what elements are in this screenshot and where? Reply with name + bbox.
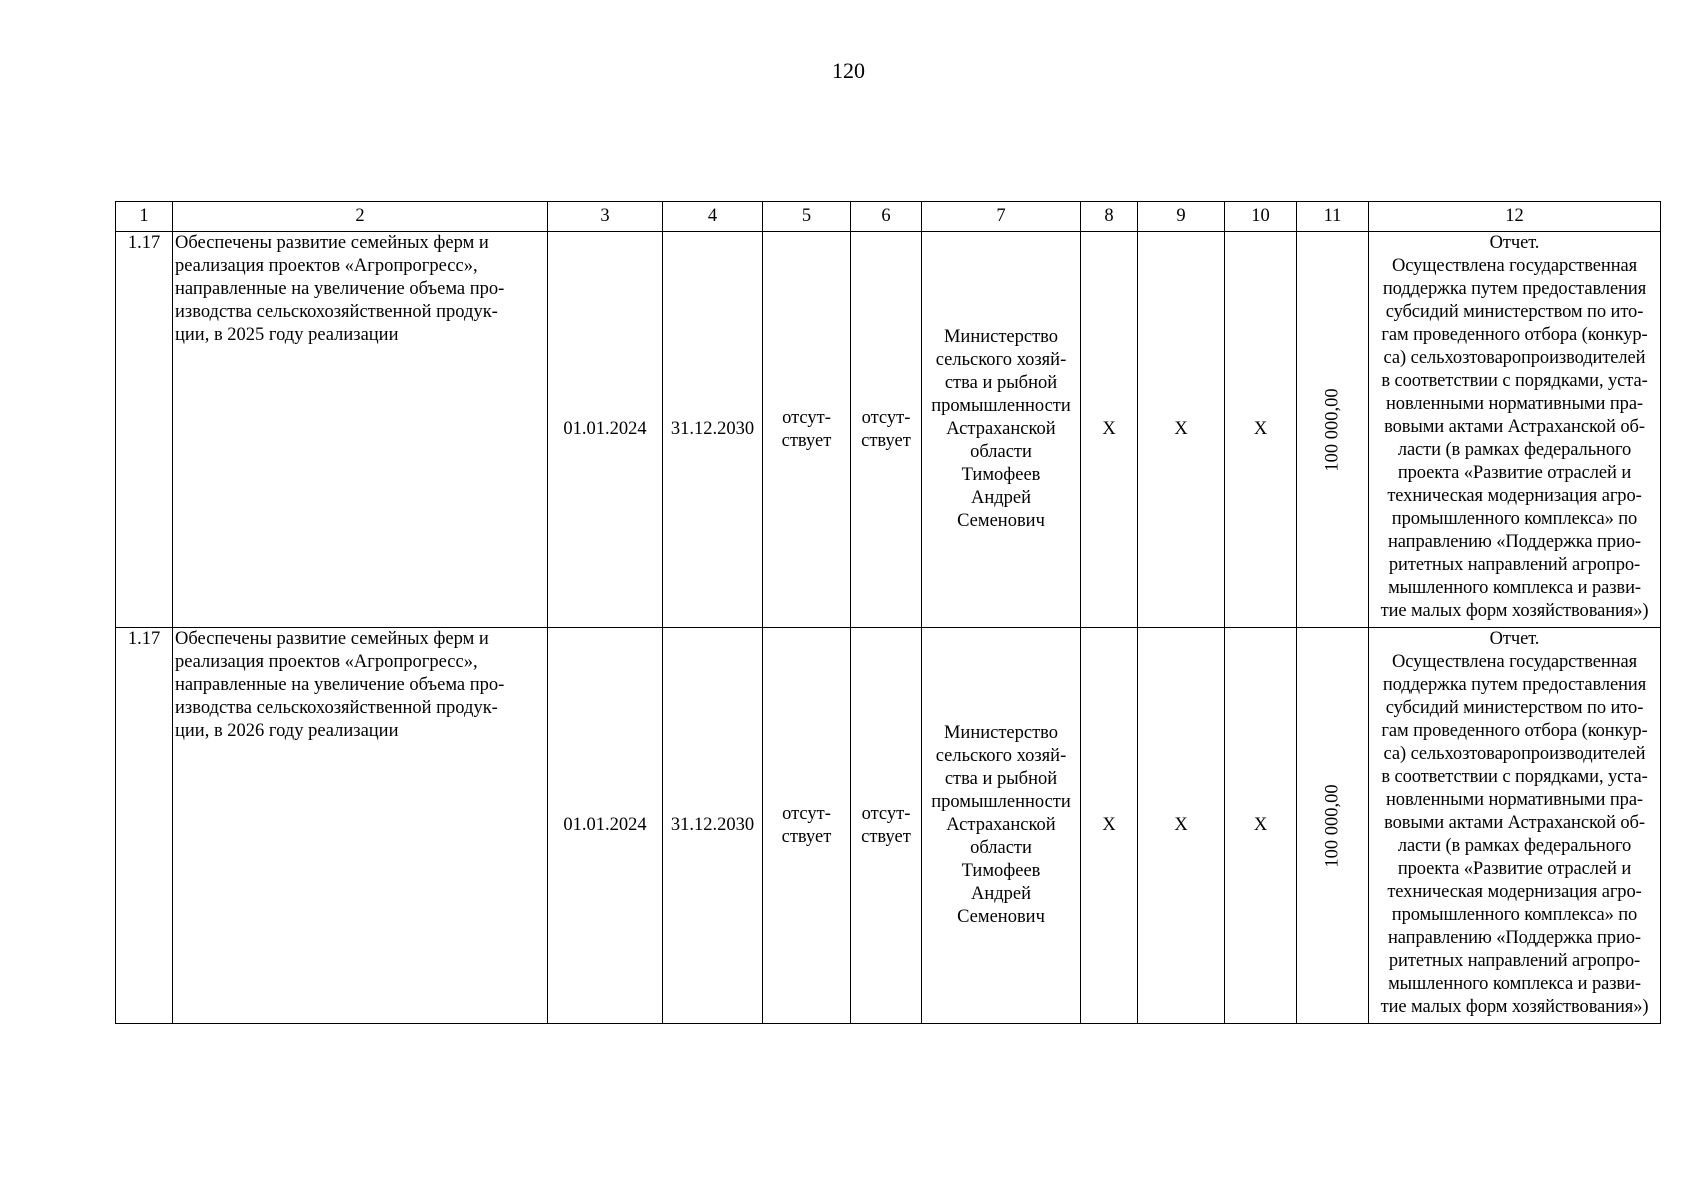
column-5-cell: отсут- ствует bbox=[763, 232, 851, 628]
report-cell: Отчет. Осуществлена государственная поддержка путем предоставления субсидий министерством по ито- гам проведенного отбора (конкур- са) сельхозтоваропроизводителей в соответствии с порядками, уста- новленными нормативными пра- вовыми актами Астраханской об- ласти (в рамках федерального проекта «Развитие отраслей и техническая модернизация агро- промышленного комплекса» по направлению «Поддержка прио- ритетных направлений агропро- мышленного комплекса и разви- тие малых форм хозяйствования») bbox=[1369, 232, 1661, 628]
column-8-cell: X bbox=[1081, 628, 1138, 1024]
column-header: 9 bbox=[1138, 202, 1225, 232]
end-date-cell: 31.12.2030 bbox=[663, 232, 763, 628]
column-5-cell: отсут- ствует bbox=[763, 628, 851, 1024]
column-header: 4 bbox=[663, 202, 763, 232]
table-header-row bbox=[116, 202, 1661, 232]
row-number-cell: 1.17 bbox=[116, 628, 173, 1024]
column-8-cell: X bbox=[1081, 232, 1138, 628]
table-row bbox=[116, 628, 1661, 1024]
page-number: 120 bbox=[832, 58, 865, 83]
report-cell: Отчет. Осуществлена государственная поддержка путем предоставления субсидий министерством по ито- гам проведенного отбора (конкур- са) сельхозтоваропроизводителей в соответствии с порядками, уста- новленными нормативными пра- вовыми актами Астраханской об- ласти (в рамках федерального проекта «Развитие отраслей и техническая модернизация агро- промышленного комплекса» по направлению «Поддержка прио- ритетных направлений агропро- мышленного комплекса и разви- тие малых форм хозяйствования») bbox=[1369, 628, 1661, 1024]
start-date-cell: 01.01.2024 bbox=[548, 232, 663, 628]
column-header: 12 bbox=[1369, 202, 1661, 232]
column-6-cell: отсут- ствует bbox=[851, 628, 922, 1024]
amount-text: 100 000,00 bbox=[1322, 783, 1342, 868]
amount-cell bbox=[1297, 628, 1369, 1024]
row-number-cell: 1.17 bbox=[116, 232, 173, 628]
start-date-cell: 01.01.2024 bbox=[548, 628, 663, 1024]
column-header: 10 bbox=[1225, 202, 1297, 232]
column-10-cell: X bbox=[1225, 232, 1297, 628]
result-name-cell: Обеспечены развитие семейных ферм и реализация проектов «Агропрогресс», направленные на увеличение объема про- изводства сельскохозяйственной продук- ции, в 2025 году реализации bbox=[173, 232, 548, 628]
table-row bbox=[116, 232, 1661, 628]
column-9-cell: X bbox=[1138, 232, 1225, 628]
column-9-cell: X bbox=[1138, 628, 1225, 1024]
end-date-cell: 31.12.2030 bbox=[663, 628, 763, 1024]
amount-cell bbox=[1297, 232, 1369, 628]
column-header: 11 bbox=[1297, 202, 1369, 232]
amount-text: 100 000,00 bbox=[1322, 387, 1342, 472]
column-header: 8 bbox=[1081, 202, 1138, 232]
column-header: 7 bbox=[922, 202, 1081, 232]
responsible-cell: Министерство сельского хозяй- ства и рыбной промышленности Астраханской области Тимофеев Андрей Семенович bbox=[922, 232, 1081, 628]
column-header: 5 bbox=[763, 202, 851, 232]
result-name-cell: Обеспечены развитие семейных ферм и реализация проектов «Агропрогресс», направленные на увеличение объема про- изводства сельскохозяйственной продук- ции, в 2026 году реализации bbox=[173, 628, 548, 1024]
column-header: 2 bbox=[173, 202, 548, 232]
column-6-cell: отсут- ствует bbox=[851, 232, 922, 628]
column-header: 6 bbox=[851, 202, 922, 232]
column-header: 1 bbox=[116, 202, 173, 232]
activity-table bbox=[115, 201, 1661, 1024]
responsible-cell: Министерство сельского хозяй- ства и рыбной промышленности Астраханской области Тимофеев Андрей Семенович bbox=[922, 628, 1081, 1024]
column-10-cell: X bbox=[1225, 628, 1297, 1024]
column-header: 3 bbox=[548, 202, 663, 232]
